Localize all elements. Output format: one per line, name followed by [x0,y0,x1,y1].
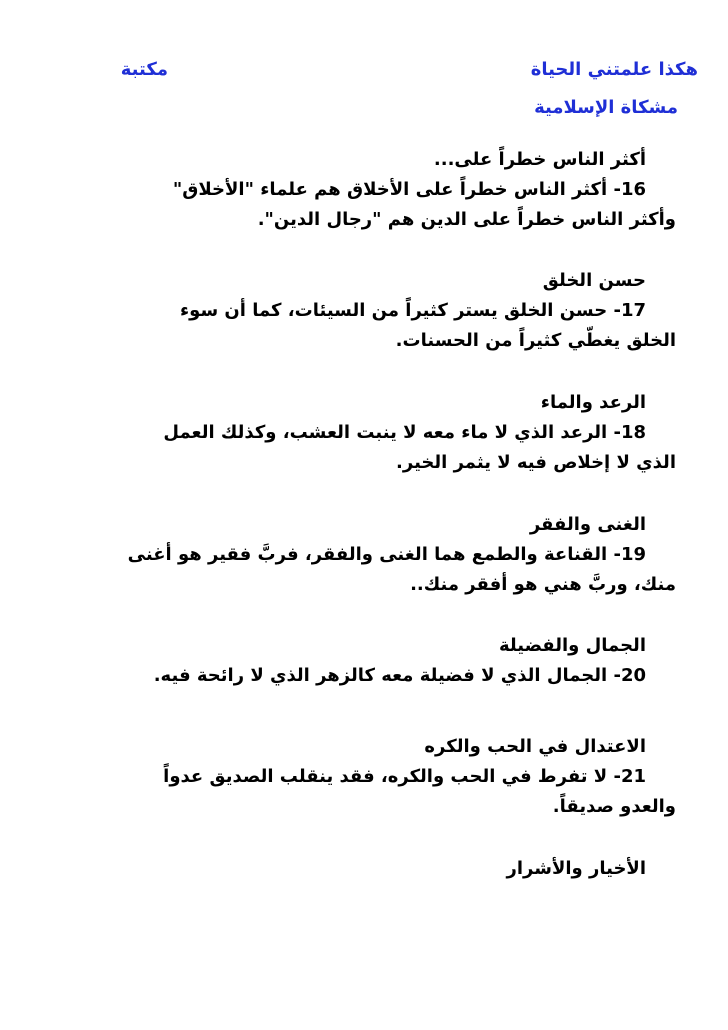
section-heading-good-character: حسن الخلق [542,270,646,291]
book-title: هكذا علمتني الحياة [530,59,698,80]
text-line: منك، وربَّ هني هو أفقر منك.. [410,574,676,595]
text-line: 20- الجمال الذي لا فضيلة معه كالزهر الذي لا رائحة فيه. [153,665,646,686]
section-heading-dangerous-people: أكثر الناس خطراً على... [433,149,646,170]
section-heading-thunder-water: الرعد والماء [540,392,646,413]
text-line: 19- القناعة والطمع هما الغنى والفقر، فربَّ فقير هو أغنى [127,544,646,565]
text-line: الخلق يغطّي كثيراً من الحسنات. [395,330,676,351]
section-heading-wealth-poverty: الغنى والفقر [529,514,646,535]
library-label: مكتبة [120,59,168,80]
text-line: وأكثر الناس خطراً على الدين هم "رجال الدين". [257,209,676,230]
library-name: مشكاة الإسلامية [534,97,678,118]
section-heading-beauty-virtue: الجمال والفضيلة [498,635,646,656]
section-heading-moderation: الاعتدال في الحب والكره [424,736,646,757]
section-heading-good-evil: الأخيار والأشرار [506,858,646,879]
text-line: والعدو صديقاً. [552,796,676,817]
text-line: 16- أكثر الناس خطراً على الأخلاق هم علماء "الأخلاق" [172,179,646,200]
text-line: 18- الرعد الذي لا ماء معه لا ينبت العشب، وكذلك العمل [163,422,646,443]
text-line: 17- حسن الخلق يستر كثيراً من السيئات، كما أن سوء [179,300,646,321]
text-line: الذي لا إخلاص فيه لا يثمر الخير. [396,452,676,473]
text-line: 21- لا تفرط في الحب والكره، فقد ينقلب الصديق عدواً [163,766,646,787]
